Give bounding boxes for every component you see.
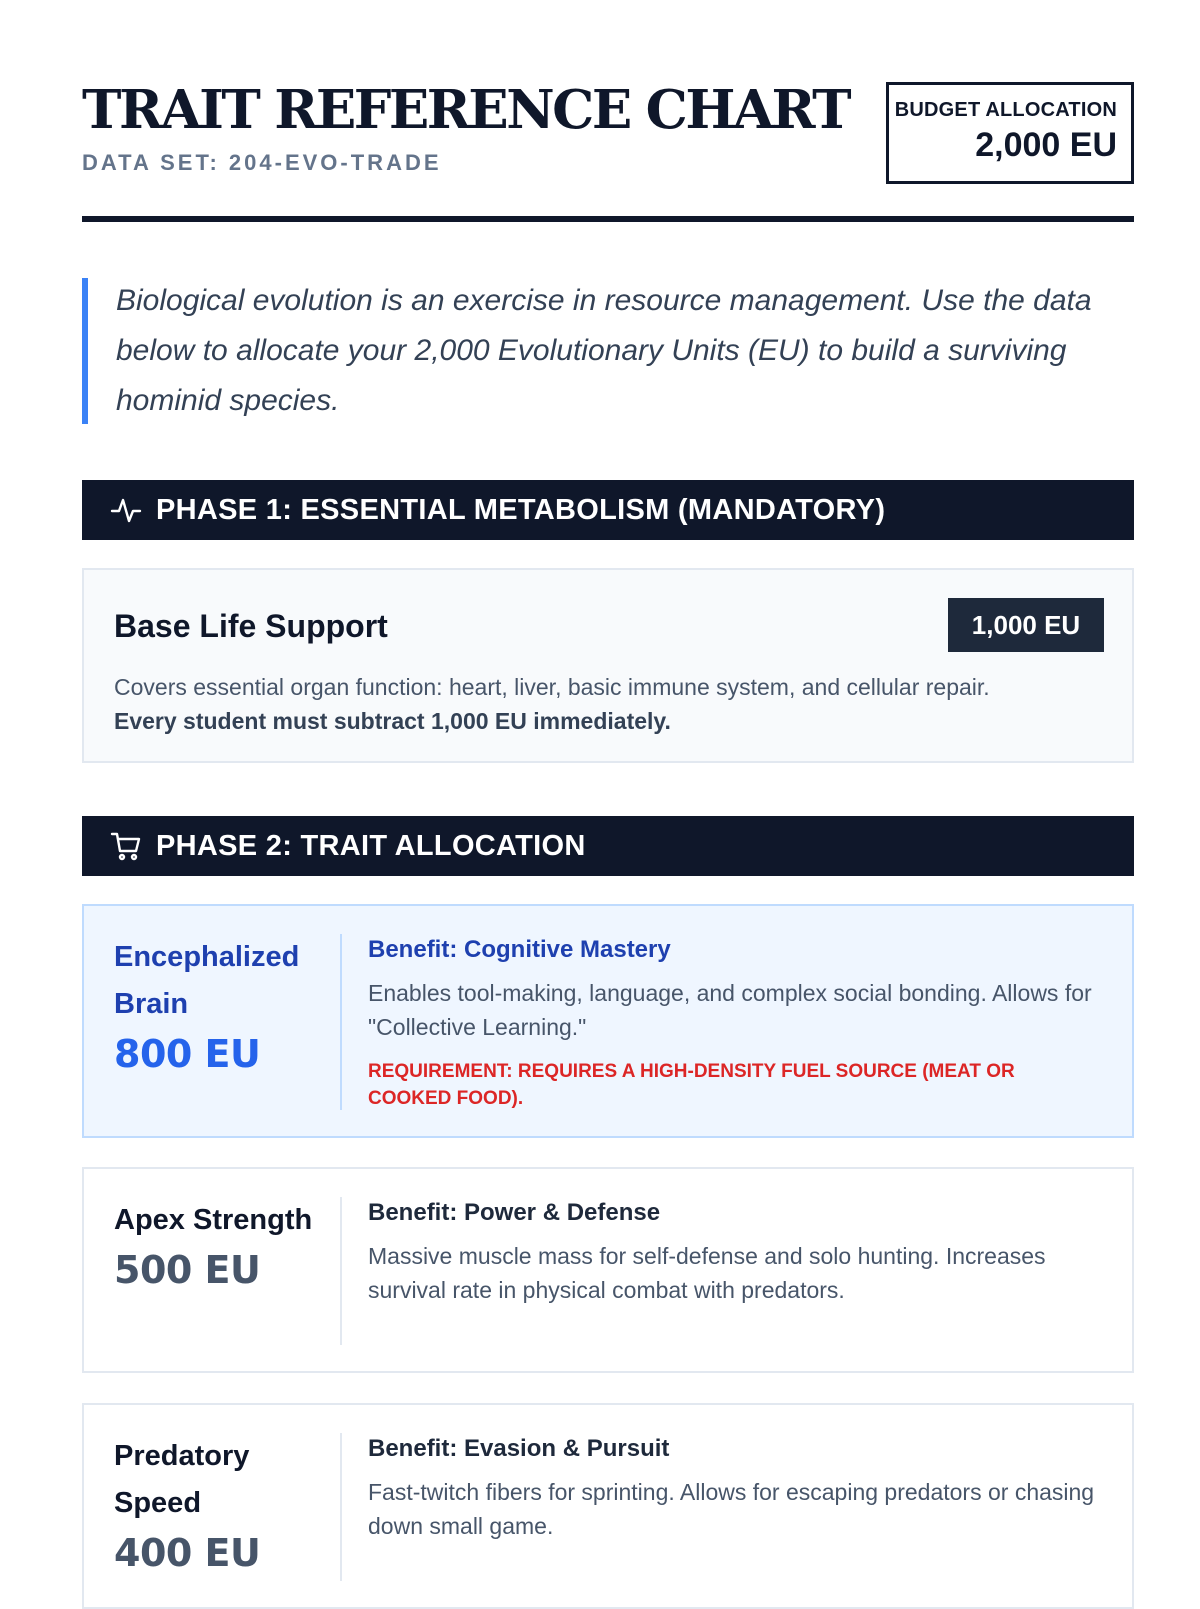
base-life-support-card bbox=[82, 568, 1134, 763]
base-card-note: Every student must subtract 1,000 EU immediately. bbox=[114, 708, 671, 734]
trait-description: Enables tool-making, language, and complex social bonding. Allows for "Collective Learning." bbox=[368, 980, 1092, 1040]
intro-callout bbox=[82, 278, 1134, 424]
trait-summary bbox=[114, 1197, 324, 1292]
trait-cost: 400 EU bbox=[114, 1531, 261, 1575]
phase2-title: PHASE 2: TRAIT ALLOCATION bbox=[156, 829, 586, 862]
cart-icon bbox=[110, 830, 142, 862]
trait-description: Massive muscle mass for self-defense and solo hunting. Increases survival rate in physical combat with predators. bbox=[368, 1243, 1046, 1303]
trait-divider bbox=[340, 934, 342, 1110]
trait-divider bbox=[340, 1197, 342, 1345]
header bbox=[82, 80, 1134, 190]
base-card-cost-badge: 1,000 EU bbox=[948, 598, 1104, 652]
header-divider bbox=[82, 216, 1134, 222]
trait-benefit: Benefit: Power & Defense bbox=[368, 1199, 661, 1226]
trait-requirement: REQUIREMENT: REQUIRES A HIGH-DENSITY FUEL SOURCE (MEAT OR COOKED FOOD). bbox=[368, 1061, 1015, 1109]
trait-name: Predatory Speed bbox=[114, 1440, 250, 1519]
trait-details bbox=[368, 936, 1098, 1112]
trait-summary bbox=[114, 934, 324, 1076]
activity-icon bbox=[110, 494, 142, 526]
base-card-description bbox=[114, 670, 1104, 738]
trait-name: Apex Strength bbox=[114, 1204, 313, 1236]
trait-divider bbox=[340, 1433, 342, 1581]
budget-box bbox=[886, 82, 1134, 184]
trait-description: Fast-twitch fibers for sprinting. Allows for escaping predators or chasing down small game. bbox=[368, 1479, 1095, 1539]
base-card-title: Base Life Support bbox=[114, 608, 388, 644]
trait-benefit: Benefit: Cognitive Mastery bbox=[368, 936, 671, 963]
trait-cost: 500 EU bbox=[114, 1248, 261, 1292]
trait-cost: 800 EU bbox=[114, 1032, 261, 1076]
budget-label: BUDGET ALLOCATION bbox=[894, 99, 1117, 121]
trait-card-apex-strength bbox=[82, 1167, 1134, 1373]
trait-details bbox=[368, 1435, 1098, 1543]
page-subtitle: DATA SET: 204-EVO-TRADE bbox=[82, 150, 442, 175]
trait-card-encephalized-brain bbox=[82, 904, 1134, 1138]
trait-benefit: Benefit: Evasion & Pursuit bbox=[368, 1435, 670, 1462]
trait-summary bbox=[114, 1433, 324, 1575]
base-card-description-text: Covers essential organ function: heart, liver, basic immune system, and cellular repair. bbox=[114, 674, 990, 700]
trait-details bbox=[368, 1199, 1098, 1307]
page-title: TRAIT REFERENCE CHART bbox=[82, 79, 850, 141]
budget-value: 2,000 EU bbox=[975, 126, 1117, 164]
intro-text: Biological evolution is an exercise in resource management. Use the data below to allocate your 2,000 Evolutionary Units (EU) to build a surviving hominid species. bbox=[116, 284, 1092, 417]
trait-name: Encephalized Brain bbox=[114, 941, 300, 1020]
phase1-header bbox=[82, 480, 1134, 540]
phase2-header bbox=[82, 816, 1134, 876]
phase1-title: PHASE 1: ESSENTIAL METABOLISM (MANDATORY) bbox=[156, 493, 886, 526]
trait-card-predatory-speed bbox=[82, 1403, 1134, 1609]
